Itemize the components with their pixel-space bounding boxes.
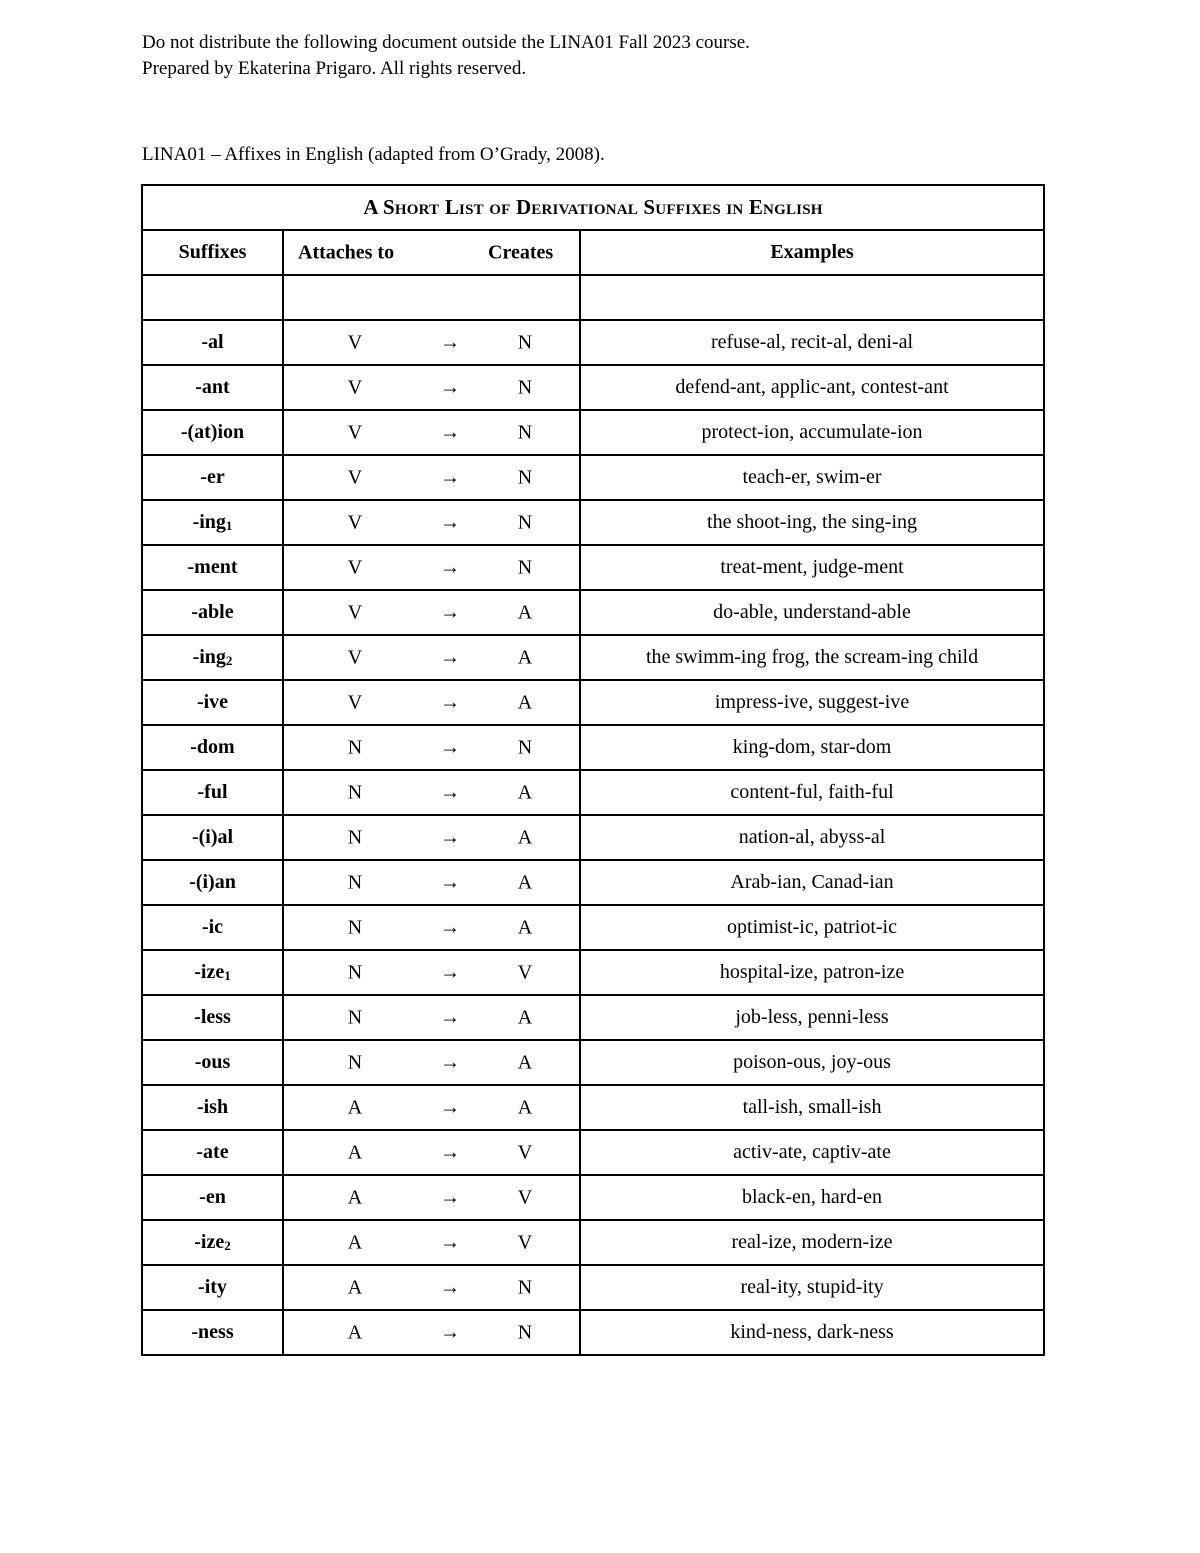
category-cell — [283, 500, 580, 545]
suffix-cell — [142, 815, 283, 860]
table-row — [142, 725, 1044, 770]
creates-category: A — [517, 1096, 533, 1118]
attaches-to-category: V — [347, 691, 363, 713]
suffix-text: -en — [199, 1186, 226, 1208]
arrow-icon: → — [440, 1051, 460, 1073]
creates-category: A — [517, 1051, 533, 1073]
suffix-text: -ness — [191, 1321, 234, 1343]
table-row — [142, 770, 1044, 815]
table-row — [142, 635, 1044, 680]
attaches-to-category: N — [347, 781, 363, 803]
suffix-text: -(at)ion — [180, 421, 245, 443]
category-cell — [283, 1085, 580, 1130]
examples-cell: teach-er, swim-er — [580, 455, 1044, 500]
creates-category: N — [517, 331, 533, 353]
attaches-to-category: V — [347, 646, 363, 668]
attaches-to-category: N — [347, 826, 363, 848]
examples-cell: refuse-al, recit-al, deni-al — [580, 320, 1044, 365]
suffix-cell — [142, 905, 283, 950]
header-attaches-creates — [283, 230, 580, 275]
attaches-to-category: A — [347, 1321, 363, 1343]
arrow-icon: → — [440, 601, 460, 623]
creates-category: V — [517, 1231, 533, 1253]
arrow-icon: → — [440, 421, 460, 443]
header-creates: Creates — [488, 241, 554, 263]
creates-category: A — [517, 871, 533, 893]
examples-cell: activ-ate, captiv-ate — [580, 1130, 1044, 1175]
examples-cell: do-able, understand-able — [580, 590, 1044, 635]
creates-category: N — [517, 1321, 533, 1343]
creates-category: V — [517, 1141, 533, 1163]
creates-category: A — [517, 646, 533, 668]
examples-cell: Arab-ian, Canad-ian — [580, 860, 1044, 905]
attaches-to-category: A — [347, 1096, 363, 1118]
table-row — [142, 1265, 1044, 1310]
examples-cell: king-dom, star-dom — [580, 725, 1044, 770]
arrow-icon: → — [440, 1006, 460, 1028]
suffix-cell — [142, 1085, 283, 1130]
suffix-text: -ful — [197, 781, 228, 803]
table-row — [142, 500, 1044, 545]
suffix-cell — [142, 860, 283, 905]
table-row — [142, 680, 1044, 725]
suffix-cell — [142, 1040, 283, 1085]
notice-line-2: Prepared by Ekaterina Prigaro. All rights reserved. — [142, 58, 527, 79]
category-cell — [283, 995, 580, 1040]
table-caption: A Short List of Derivational Suffixes in English — [142, 185, 1044, 230]
suffix-cell — [142, 1220, 283, 1265]
suffix-text: -ize — [194, 1231, 225, 1253]
table-row — [142, 995, 1044, 1040]
examples-cell: real-ity, stupid-ity — [580, 1265, 1044, 1310]
category-cell — [283, 680, 580, 725]
attaches-to-category: V — [347, 376, 363, 398]
suffix-cell — [142, 410, 283, 455]
attaches-to-category: V — [347, 421, 363, 443]
examples-cell: the swimm-ing frog, the scream-ing child — [580, 635, 1044, 680]
suffix-text: -(i)al — [191, 826, 234, 848]
examples-cell: defend-ant, applic-ant, contest-ant — [580, 365, 1044, 410]
category-cell — [283, 1175, 580, 1220]
suffix-text: -ity — [198, 1276, 227, 1298]
attaches-to-category: V — [347, 556, 363, 578]
category-cell — [283, 410, 580, 455]
suffix-text: -ize — [194, 961, 225, 983]
category-cell — [283, 365, 580, 410]
suffix-cell — [142, 680, 283, 725]
arrow-icon: → — [440, 1276, 460, 1298]
examples-cell: nation-al, abyss-al — [580, 815, 1044, 860]
examples-cell: black-en, hard-en — [580, 1175, 1044, 1220]
arrow-icon: → — [440, 646, 460, 668]
suffix-cell — [142, 1130, 283, 1175]
suffix-cell — [142, 635, 283, 680]
attaches-to-category: V — [347, 331, 363, 353]
attaches-to-category: N — [347, 1006, 363, 1028]
arrow-icon: → — [440, 511, 460, 533]
suffix-text: -ic — [201, 916, 224, 938]
suffix-cell — [142, 1310, 283, 1355]
suffix-text: -ing — [192, 511, 226, 533]
suffix-text: -able — [191, 601, 234, 623]
category-cell — [283, 950, 580, 995]
examples-cell: optimist-ic, patriot-ic — [580, 905, 1044, 950]
examples-cell: job-less, penni-less — [580, 995, 1044, 1040]
arrow-icon: → — [440, 331, 460, 353]
table-row — [142, 320, 1044, 365]
suffix-cell — [142, 1175, 283, 1220]
suffix-subscript: 1 — [225, 518, 233, 533]
arrow-icon: → — [440, 871, 460, 893]
suffix-cell — [142, 545, 283, 590]
suffix-table — [141, 184, 1045, 1356]
suffix-text: -ish — [196, 1096, 229, 1118]
arrow-icon: → — [440, 1186, 460, 1208]
suffix-cell — [142, 455, 283, 500]
category-cell — [283, 1130, 580, 1175]
suffix-cell — [142, 995, 283, 1040]
header-suffixes: Suffixes — [142, 230, 283, 275]
table-row — [142, 1085, 1044, 1130]
creates-category: A — [517, 916, 533, 938]
creates-category: A — [517, 691, 533, 713]
table-row — [142, 1130, 1044, 1175]
attaches-to-category: N — [347, 871, 363, 893]
attaches-to-category: N — [347, 736, 363, 758]
suffix-text: -less — [194, 1006, 231, 1028]
arrow-icon: → — [440, 736, 460, 758]
arrow-icon: → — [440, 1141, 460, 1163]
suffix-text: -ate — [196, 1141, 229, 1163]
suffix-subscript: 1 — [224, 968, 231, 983]
creates-category: N — [517, 736, 533, 758]
examples-cell: treat-ment, judge-ment — [580, 545, 1044, 590]
suffix-text: -ive — [196, 691, 229, 713]
examples-cell: kind-ness, dark-ness — [580, 1310, 1044, 1355]
arrow-icon: → — [440, 826, 460, 848]
creates-category: N — [517, 556, 533, 578]
arrow-icon: → — [440, 916, 460, 938]
arrow-icon: → — [440, 466, 460, 488]
category-cell — [283, 1310, 580, 1355]
creates-category: N — [517, 376, 533, 398]
examples-cell: the shoot-ing, the sing-ing — [580, 500, 1044, 545]
attaches-to-category: A — [347, 1276, 363, 1298]
table-row — [142, 590, 1044, 635]
table-row — [142, 455, 1044, 500]
creates-category: N — [517, 511, 533, 533]
suffix-text: -(i)an — [189, 871, 236, 893]
examples-cell: content-ful, faith-ful — [580, 770, 1044, 815]
suffix-text: -ant — [195, 376, 230, 398]
suffix-cell — [142, 1265, 283, 1310]
category-cell — [283, 590, 580, 635]
creates-category: A — [517, 826, 533, 848]
arrow-icon: → — [440, 1321, 460, 1343]
creates-category: V — [517, 961, 533, 983]
arrow-icon: → — [440, 556, 460, 578]
suffix-cell — [142, 590, 283, 635]
notice-line-1: Do not distribute the following document outside the LINA01 Fall 2023 course. — [142, 32, 750, 53]
category-cell — [283, 635, 580, 680]
suffix-text: -al — [201, 331, 224, 353]
suffix-cell — [142, 725, 283, 770]
suffix-cell — [142, 365, 283, 410]
attaches-to-category: V — [347, 601, 363, 623]
suffix-text: -er — [200, 466, 225, 488]
examples-cell: tall-ish, small-ish — [580, 1085, 1044, 1130]
category-cell — [283, 1220, 580, 1265]
suffix-cell — [142, 500, 283, 545]
table-blank-row — [142, 275, 1044, 320]
examples-cell: real-ize, modern-ize — [580, 1220, 1044, 1265]
suffix-text: -ment — [187, 556, 238, 578]
table-header-row — [142, 230, 1044, 275]
category-cell — [283, 770, 580, 815]
table-row — [142, 1220, 1044, 1265]
table-row — [142, 365, 1044, 410]
header-attaches-to: Attaches to — [298, 241, 395, 263]
creates-category: N — [517, 466, 533, 488]
creates-category: N — [517, 1276, 533, 1298]
table-row — [142, 905, 1044, 950]
table-caption-row — [142, 185, 1044, 230]
table-row — [142, 1310, 1044, 1355]
header-examples: Examples — [580, 230, 1044, 275]
table-row — [142, 1175, 1044, 1220]
examples-cell: poison-ous, joy-ous — [580, 1040, 1044, 1085]
suffix-subscript: 2 — [225, 653, 233, 668]
table-row — [142, 815, 1044, 860]
creates-category: A — [517, 1006, 533, 1028]
attaches-to-category: N — [347, 961, 363, 983]
document-title: LINA01 – Affixes in English (adapted from O’Grady, 2008). — [142, 144, 605, 165]
attaches-to-category: N — [347, 1051, 363, 1073]
arrow-icon: → — [440, 961, 460, 983]
attaches-to-category: V — [347, 511, 363, 533]
category-cell — [283, 1040, 580, 1085]
table-row — [142, 860, 1044, 905]
attaches-to-category: V — [347, 466, 363, 488]
suffix-cell — [142, 950, 283, 995]
suffix-cell — [142, 770, 283, 815]
creates-category: A — [517, 781, 533, 803]
examples-cell: hospital-ize, patron-ize — [580, 950, 1044, 995]
blank-cell — [142, 275, 283, 320]
suffix-text: -dom — [190, 736, 235, 758]
blank-cell — [580, 275, 1044, 320]
creates-category: V — [517, 1186, 533, 1208]
creates-category: N — [517, 421, 533, 443]
attaches-to-category: A — [347, 1141, 363, 1163]
table-row — [142, 950, 1044, 995]
arrow-icon: → — [440, 781, 460, 803]
table-row — [142, 410, 1044, 455]
suffix-text: -ous — [194, 1051, 231, 1073]
arrow-icon: → — [440, 1231, 460, 1253]
blank-cell — [283, 275, 580, 320]
table-row — [142, 1040, 1044, 1085]
distribution-notice — [142, 30, 750, 82]
examples-cell: protect-ion, accumulate-ion — [580, 410, 1044, 455]
arrow-icon: → — [440, 691, 460, 713]
arrow-icon: → — [440, 376, 460, 398]
category-cell — [283, 815, 580, 860]
category-cell — [283, 860, 580, 905]
table-row — [142, 545, 1044, 590]
attaches-to-category: A — [347, 1186, 363, 1208]
category-cell — [283, 545, 580, 590]
category-cell — [283, 320, 580, 365]
table-body — [142, 320, 1044, 1355]
category-cell — [283, 905, 580, 950]
suffix-subscript: 2 — [224, 1238, 231, 1253]
suffix-text: -ing — [192, 646, 226, 668]
arrow-icon: → — [440, 1096, 460, 1118]
category-cell — [283, 1265, 580, 1310]
attaches-to-category: A — [347, 1231, 363, 1253]
suffix-cell — [142, 320, 283, 365]
creates-category: A — [517, 601, 533, 623]
category-cell — [283, 455, 580, 500]
attaches-to-category: N — [347, 916, 363, 938]
examples-cell: impress-ive, suggest-ive — [580, 680, 1044, 725]
category-cell — [283, 725, 580, 770]
